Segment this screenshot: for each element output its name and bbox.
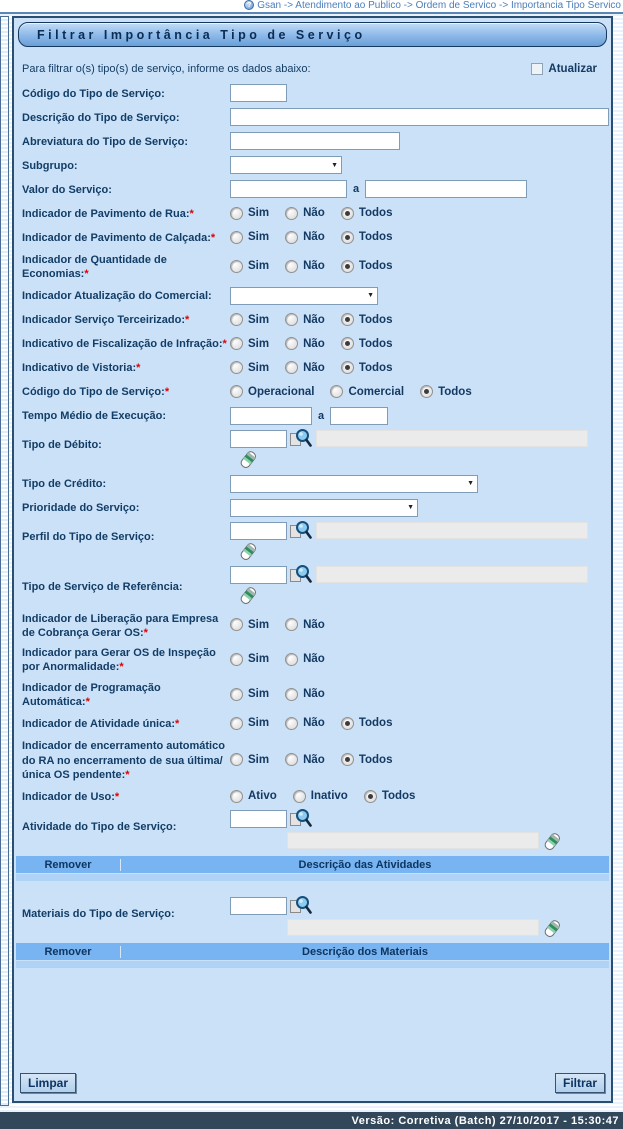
pavimento-calcada-todos-radio[interactable] [341,231,354,244]
programacao-automatica-label: Indicador de Programação Automática:* [22,681,161,709]
codigo-tipo-servico-label: Código do Tipo de Serviço: [22,87,165,100]
subgrupo-select[interactable] [230,156,342,174]
pavimento-calcada-nao-radio[interactable] [285,231,298,244]
page-title-text: Filtrar Importância Tipo de Serviço [37,27,366,42]
atividade-unica-todos-radio[interactable] [341,717,354,730]
eraser-icon[interactable] [238,586,258,606]
materiais-table-empty-row [16,961,609,968]
tipo-debito-input[interactable] [230,430,287,448]
pavimento-rua-sim-radio[interactable] [230,207,243,220]
codigo-tipo-servico-input[interactable] [230,84,287,102]
search-icon[interactable] [289,428,312,449]
atividades-table [16,856,609,873]
descricao-materiais-column-header: Descrição dos Materiais [302,945,428,958]
filter-panel: Filtrar Importância Tipo de Serviço Para filtrar o(s) tipo(s) de serviço, informe os dados abaixo: Atualizar Código do Tipo de Serviço: Descrição do Tipo de Serviço: Abreviatura do Tipo de Serviço: Subgrupo: ▼ Valor do Serviço: a Indicador de Pavimento de Rua:* Sim Não Todos Indicador de Pavimento de Calçada:* Sim Não Todos Indicador de Quantidade de Economias:* Sim Não Todos Indicador Atualização do Comercial: ▼ Indicador Serviço Terceirizado:* Sim Não Todos Indicativo de Fiscalização de Infração:* Sim Não Todos Indicativo de Vistoria:* Sim Não Todos Código do Tipo de Serviço:* Operacional Comercial Todos Tempo Médio de Execução: a Tipo de Débito: Tipo de Crédito: ▼ Prioridade do Serviço: ▼ Perfil do Tipo de Serviço: Tipo de Serviço de Referência: Indicador de Liberação para Empresa de Cobrança Gerar OS:* Sim Não Indicador para Gerar OS de Inspeção por Anormalidade:* Sim Não Indicador de Programação Automática:* Sim Não Indicador de Atividade única:* Sim Não Todos Indicador de encerramento automático do RA no encerramento de sua última/única OS pendente:* Sim Não Todos Indicador de Uso:* Ativo Inativo Todos Atividade do Tipo de Serviço: Remover Descrição das Atividades Materiais do Tipo de Serviço: Remover Descrição dos Materiais Limpar Filtrar [12,16,613,1103]
tipo-servico-referencia-label: Tipo de Serviço de Referência: [22,580,183,593]
eraser-icon[interactable] [238,542,258,562]
valor-servico-label: Valor do Serviço: [22,183,112,196]
encerramento-automatico-sim-radio[interactable] [230,753,243,766]
tempo-medio-label: Tempo Médio de Execução: [22,410,167,423]
gerar-os-inspecao-nao-radio[interactable] [285,653,298,666]
intro-text: Para filtrar o(s) tipo(s) de serviço, informe os dados abaixo: [22,63,311,75]
liberacao-empresa-cobranca-label: Indicador de Liberação para Empresa de Cobrança Gerar OS:* [22,612,219,639]
atividades-table-header [16,856,609,873]
pavimento-calcada-sim-radio[interactable] [230,231,243,244]
valor-servico-to-input[interactable] [365,180,527,198]
codigo-tipo-servico-tipo-label: Código do Tipo de Serviço:* [22,386,170,399]
tipo-credito-label: Tipo de Crédito: [22,478,107,491]
encerramento-automatico-nao-radio[interactable] [285,753,298,766]
atividade-unica-sim-radio[interactable] [230,717,243,730]
codigo-tipo-comercial-radio[interactable] [330,385,343,398]
dropdown-arrow-icon: ▼ [367,292,374,300]
atividade-tipo-servico-input[interactable] [230,810,287,828]
descricao-tipo-servico-label: Descrição do Tipo de Serviço: [22,111,180,124]
perfil-tipo-servico-input[interactable] [230,522,287,540]
qtd-economias-todos-radio[interactable] [341,260,354,273]
atividade-tipo-servico-description [287,832,539,849]
vistoria-nao-radio[interactable] [285,361,298,374]
servico-terceirizado-todos-radio[interactable] [341,313,354,326]
pavimento-rua-nao-radio[interactable] [285,207,298,220]
tipo-credito-select[interactable] [230,475,478,493]
qtd-economias-label: Indicador de Quantidade de Economias:* [22,254,167,281]
subgrupo-label: Subgrupo: [22,159,78,172]
liberacao-empresa-nao-radio[interactable] [285,618,298,631]
perfil-tipo-servico-label: Perfil do Tipo de Serviço: [22,530,155,543]
descricao-atividades-column-header: Descrição das Atividades [298,858,432,871]
qtd-economias-nao-radio[interactable] [285,260,298,273]
pavimento-rua-label: Indicador de Pavimento de Rua:* [22,207,194,220]
breadcrumb[interactable] [244,0,621,11]
uso-inativo-radio[interactable] [293,790,306,803]
range-separator: a [353,183,360,195]
perfil-tipo-servico-description [316,522,588,539]
breadcrumb-bar [0,0,623,14]
atualizar-label: Atualizar [548,63,597,75]
pavimento-rua-todos-radio[interactable] [341,207,354,220]
valor-servico-from-input[interactable] [230,180,347,198]
atualizar-checkbox[interactable] [531,63,543,75]
search-icon[interactable] [289,895,312,916]
range-separator: a [318,409,325,422]
atividade-unica-label: Indicador de Atividade única:* [22,718,180,731]
fiscalizacao-infracao-nao-radio[interactable] [285,337,298,350]
limpar-button[interactable]: Limpar [20,1073,76,1093]
descricao-tipo-servico-input[interactable] [230,108,609,126]
materiais-table-header [16,943,609,960]
pavimento-calcada-label: Indicador de Pavimento de Calçada:* [22,231,216,244]
indicador-uso-label: Indicador de Uso:* [22,791,120,804]
page-title [18,22,607,47]
servico-terceirizado-nao-radio[interactable] [285,313,298,326]
uso-ativo-radio[interactable] [230,790,243,803]
programacao-automatica-sim-radio[interactable] [230,688,243,701]
encerramento-automatico-todos-radio[interactable] [341,753,354,766]
version-footer [0,1112,623,1129]
filtrar-button[interactable]: Filtrar [555,1073,605,1093]
left-frame-strip [0,16,9,1106]
fiscalizacao-infracao-todos-radio[interactable] [341,337,354,350]
search-icon[interactable] [289,808,312,829]
help-icon[interactable]: ? [244,0,254,10]
eraser-icon[interactable] [238,450,258,470]
eraser-icon[interactable] [542,832,562,852]
atualizacao-comercial-select[interactable] [230,287,378,305]
breadcrumb-text: Gsan -> Atendimento ao Publico -> Ordem de Servico -> Importancia Tipo Servico [257,0,621,11]
dropdown-arrow-icon: ▼ [467,480,474,488]
remover-column-header: Remover [16,859,121,871]
search-icon[interactable] [289,564,312,585]
vistoria-sim-radio[interactable] [230,361,243,374]
fiscalizacao-infracao-label: Indicativo de Fiscalização de Infração:* [22,338,227,351]
atividade-unica-nao-radio[interactable] [285,717,298,730]
codigo-tipo-operacional-radio[interactable] [230,385,243,398]
programacao-automatica-nao-radio[interactable] [285,688,298,701]
vistoria-label: Indicativo de Vistoria:* [22,362,141,375]
remover-column-header: Remover [16,946,121,958]
gerar-os-inspecao-sim-radio[interactable] [230,653,243,666]
tipo-servico-referencia-description [316,566,588,583]
tipo-debito-label: Tipo de Débito: [22,438,102,451]
dropdown-arrow-icon: ▼ [331,161,338,169]
eraser-icon[interactable] [542,919,562,939]
uso-todos-radio[interactable] [364,790,377,803]
prioridade-servico-select[interactable] [230,499,418,517]
dropdown-arrow-icon: ▼ [407,504,414,512]
vistoria-todos-radio[interactable] [341,361,354,374]
servico-terceirizado-sim-radio[interactable] [230,313,243,326]
tempo-medio-to-input[interactable] [330,407,388,425]
codigo-tipo-todos-radio[interactable] [420,385,433,398]
materiais-tipo-servico-label: Materiais do Tipo de Serviço: [22,908,175,921]
abreviatura-label: Abreviatura do Tipo de Serviço: [22,135,189,148]
materiais-tipo-servico-description [287,919,539,936]
servico-terceirizado-label: Indicador Serviço Terceirizado:* [22,314,190,327]
materiais-table [16,943,609,960]
tipo-servico-referencia-input[interactable] [230,566,287,584]
gerar-os-inspecao-label: Indicador para Gerar OS de Inspeção por Anormalidade:* [22,647,216,674]
version-text: Versão: Corretiva (Batch) 27/10/2017 - 15:30:47 [351,1114,619,1127]
qtd-economias-sim-radio[interactable] [230,260,243,273]
prioridade-servico-label: Prioridade do Serviço: [22,502,140,515]
fiscalizacao-infracao-sim-radio[interactable] [230,337,243,350]
atualizacao-comercial-label: Indicador Atualização do Comercial: [22,290,212,303]
tempo-medio-from-input[interactable] [230,407,312,425]
atividades-table-empty-row [16,874,609,881]
tipo-debito-description [316,430,588,447]
atividade-tipo-servico-label: Atividade do Tipo de Serviço: [22,821,177,834]
search-icon[interactable] [289,520,312,541]
encerramento-automatico-label: Indicador de encerramento automático do RA no encerramento de sua última/única OS pendente:* [22,740,225,781]
abreviatura-input[interactable] [230,132,400,150]
liberacao-empresa-sim-radio[interactable] [230,618,243,631]
materiais-tipo-servico-input[interactable] [230,897,287,915]
